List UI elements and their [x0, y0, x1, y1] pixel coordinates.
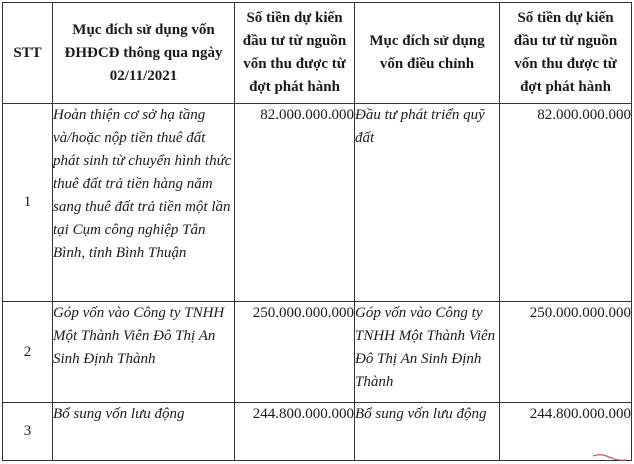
original-amount-cell: 244.800.000.000 — [235, 403, 355, 461]
pen-scribble-mark — [592, 452, 628, 462]
table-row — [3, 302, 632, 403]
capital-use-table — [2, 2, 632, 461]
header-stt: STT — [3, 3, 53, 104]
adjusted-amount-cell: 244.800.000.000 — [500, 403, 632, 461]
adjusted-purpose-cell: Đầu tư phát triển quỹ đất — [355, 104, 500, 302]
adjusted-purpose-cell: Bổ sung vốn lưu động — [355, 403, 500, 461]
original-purpose-cell: Góp vốn vào Công ty TNHH Một Thành Viên Đô Thị An Sinh Định Thành — [53, 302, 235, 403]
table-header-row — [3, 3, 632, 104]
adjusted-amount-cell: 82.000.000.000 — [500, 104, 632, 302]
original-amount-cell: 250.000.000.000 — [235, 302, 355, 403]
original-purpose-cell: Bổ sung vốn lưu động — [53, 403, 235, 461]
row-stt: 1 — [3, 104, 53, 302]
table-row — [3, 403, 632, 461]
header-original-amount: Số tiền dự kiến đầu tư từ nguồn vốn thu được từ đợt phát hành — [235, 3, 355, 104]
table-row — [3, 104, 632, 302]
adjusted-amount-cell: 250.000.000.000 — [500, 302, 632, 403]
header-original-purpose: Mục đích sử dụng vốn ĐHĐCĐ thông qua ngày 02/11/2021 — [53, 3, 235, 104]
header-adjusted-purpose: Mục đích sử dụng vốn điều chỉnh — [355, 3, 500, 104]
row-stt: 3 — [3, 403, 53, 461]
original-amount-cell: 82.000.000.000 — [235, 104, 355, 302]
row-stt: 2 — [3, 302, 53, 403]
adjusted-purpose-cell: Góp vốn vào Công ty TNHH Một Thành Viên Đô Thị An Sinh Định Thành — [355, 302, 500, 403]
original-purpose-cell: Hoàn thiện cơ sở hạ tầng và/hoặc nộp tiền thuê đất phát sinh từ chuyển hình thức thuê đất trả tiền hàng năm sang thuê đất trả tiền một lần tại Cụm công nghiệp Tân Bình, tỉnh Bình Thuận — [53, 104, 235, 302]
header-adjusted-amount: Số tiền dự kiến đầu tư từ nguồn vốn thu được từ đợt phát hành — [500, 3, 632, 104]
